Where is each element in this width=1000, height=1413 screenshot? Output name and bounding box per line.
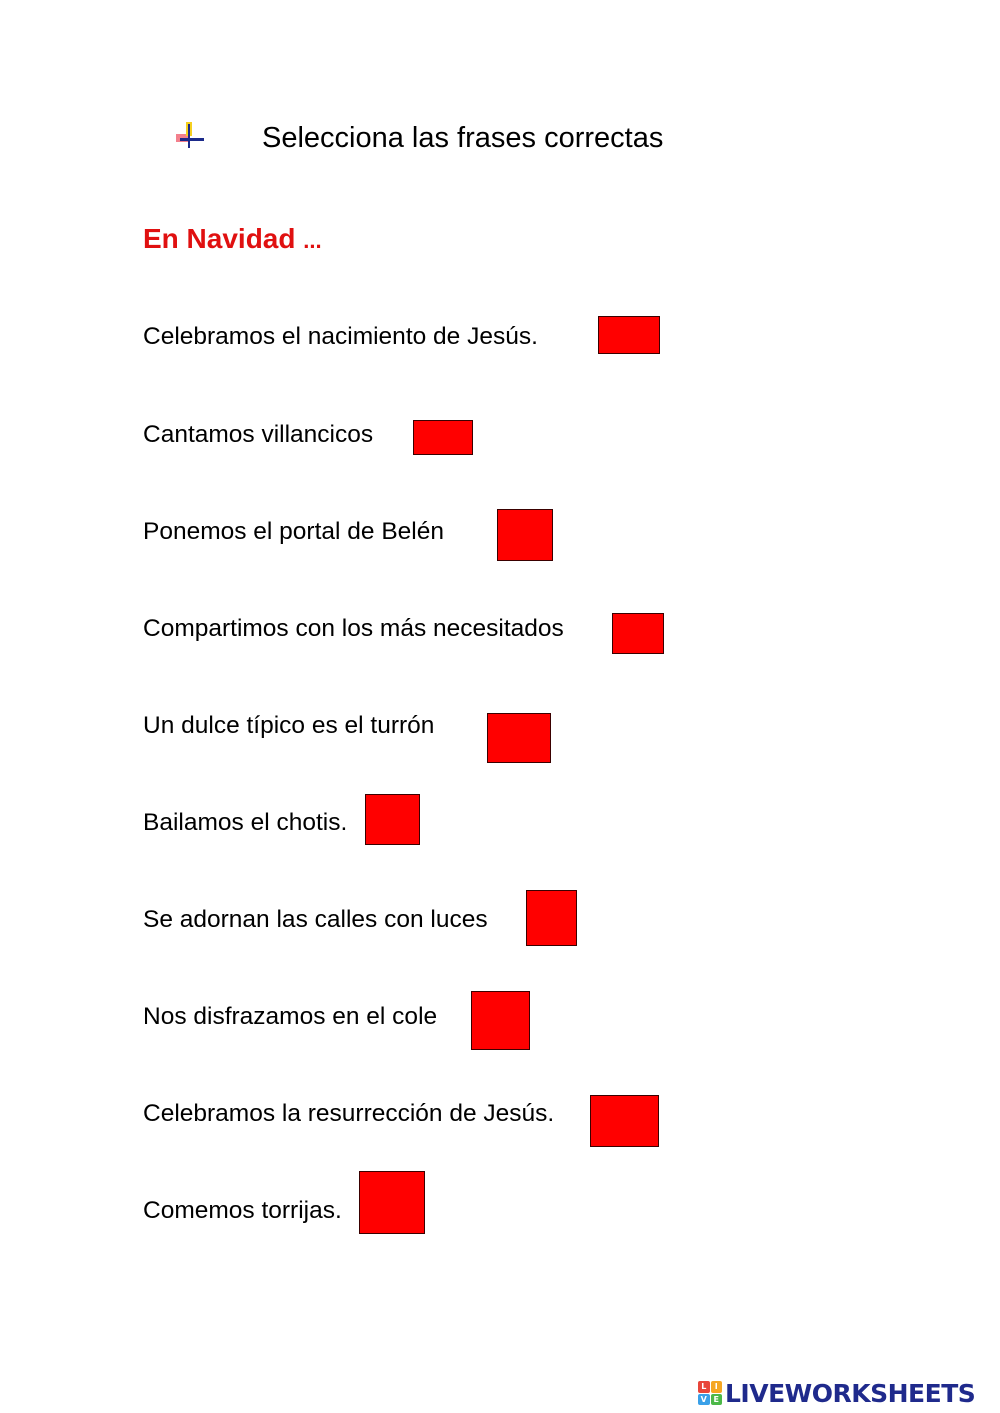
sentence-label-4: Compartimos con los más necesitados [143,615,564,642]
sentence-label-3: Ponemos el portal de Belén [143,518,444,545]
answer-box-7[interactable] [526,890,577,946]
sentence-label-9: Celebramos la resurrección de Jesús. [143,1100,555,1127]
sentence-label-6: Bailamos el chotis. [143,809,348,836]
answer-box-6[interactable] [365,794,420,845]
section-heading-suffix: ... [303,228,322,253]
sentence-label-10: Comemos torrijas. [143,1197,342,1224]
logo-letter-e: E [711,1394,723,1406]
liveworksheets-brand [698,1378,975,1408]
colored-cross-bullet-icon [172,120,206,150]
answer-box-10[interactable] [359,1171,425,1234]
answer-box-9[interactable] [590,1095,659,1147]
answer-box-1[interactable] [598,316,660,354]
instruction-text: Selecciona las frases correctas [262,122,664,154]
sentence-label-1: Celebramos el nacimiento de Jesús. [143,323,538,350]
liveworksheets-logo-icon [698,1381,722,1405]
logo-letter-l: L [698,1381,710,1393]
sentence-label-7: Se adornan las calles con luces [143,906,488,933]
logo-letter-i: I [711,1381,723,1393]
sentence-label-5: Un dulce típico es el turrón [143,712,435,739]
answer-box-3[interactable] [497,509,553,561]
brand-text: LIVEWORKSHEETS [725,1378,976,1408]
section-heading [143,222,322,258]
sentence-label-8: Nos disfrazamos en el cole [143,1003,438,1030]
sentence-label-2: Cantamos villancicos [143,421,374,448]
section-heading-text: En Navidad [143,223,296,254]
logo-letter-v: V [698,1394,710,1406]
answer-box-2[interactable] [413,420,473,455]
answer-box-5[interactable] [487,713,551,763]
answer-box-8[interactable] [471,991,530,1050]
answer-box-4[interactable] [612,613,664,654]
